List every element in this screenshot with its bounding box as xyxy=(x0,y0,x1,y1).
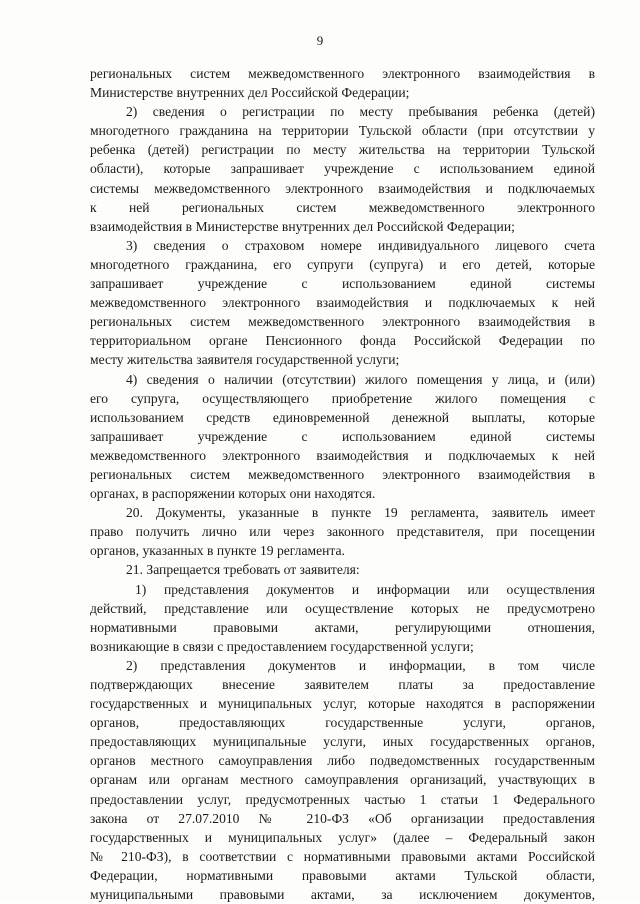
text-line: органах, в распоряжении которых они находятся. xyxy=(90,486,376,502)
text-line: 2) сведения о регистрации по месту пребывания ребенка (детей) xyxy=(126,104,595,120)
text-line: взаимодействия в Министерстве внутренних дел Российской Федерации; xyxy=(90,218,515,234)
text-line: действий, представление или осуществление которых не предусмотрено xyxy=(90,600,595,616)
text-line: 21. Запрещается требовать от заявителя: xyxy=(126,562,360,578)
text-line: возникающие в связи с предоставлением государственной услуги; xyxy=(90,638,474,654)
text-line: запрашивает учреждение с использованием единой системы xyxy=(90,428,595,444)
text-line: Министерстве внутренних дел Российской Федерации; xyxy=(90,85,410,101)
text-line: закона от 27.07.2010 № 210-ФЗ «Об организации предоставления xyxy=(90,810,595,826)
text-line: региональных систем межведомственного электронного взаимодействия в xyxy=(90,466,595,482)
text-line: предоставляющих муниципальные услуги, иных государственных органов, xyxy=(90,734,595,750)
text-line: органам или органам местного самоуправления организаций, участвующих в xyxy=(90,772,595,788)
text-line: запрашивает учреждение с использованием единой системы xyxy=(90,276,595,292)
text-line: Федерации, нормативными правовыми актами Тульской области, xyxy=(90,867,595,883)
text-line: государственных и муниципальных услуг» (далее – Федеральный закон xyxy=(90,829,595,845)
text-line: межведомственного электронного взаимодействия и подключаемых к ней xyxy=(90,447,595,463)
text-line: использованием средств единовременной денежной выплаты, которые xyxy=(90,409,595,425)
text-line: № 210-ФЗ), в соответствии с нормативными правовыми актами Российской xyxy=(90,848,595,864)
text-line: 1) представления документов и информации или осуществления xyxy=(135,581,595,597)
text-line: региональных систем межведомственного электронного взаимодействия в xyxy=(90,314,595,330)
document-body xyxy=(90,64,595,904)
text-line: межведомственного электронного взаимодействия и подключаемых к ней xyxy=(90,295,595,311)
text-line: территориальном органе Пенсионного фонда Российской Федерации по xyxy=(90,333,595,349)
text-line: области), которые запрашивает учреждение с использованием единой xyxy=(90,161,595,177)
text-line: его супруга, осуществляющего приобретение жилого помещения с xyxy=(90,390,595,406)
text-line: системы межведомственного электронного взаимодействия и подключаемых xyxy=(90,180,595,196)
text-line: многодетного гражданина на территории Тульской области (при отсутствии у xyxy=(90,123,595,139)
text-line: муниципальными правовыми актами, за исключением документов, xyxy=(90,887,595,903)
text-line: ребенка (детей) регистрации по месту жительства на территории Тульской xyxy=(90,142,595,158)
text-line: региональных систем межведомственного электронного взаимодействия в xyxy=(90,66,595,81)
text-line: месту жительства заявителя государственной услуги; xyxy=(90,352,400,368)
page-number: 9 xyxy=(316,33,324,48)
text-line: 3) сведения о страховом номере индивидуального лицевого счета xyxy=(126,237,595,253)
text-line: 2) представления документов и информации, в том числе xyxy=(126,657,595,673)
text-line: многодетного гражданина, его супруги (супруга) и его детей, которые xyxy=(90,256,595,272)
text-line: органов, указанных в пункте 19 регламента. xyxy=(90,543,345,559)
text-line: 4) сведения о наличии (отсутствии) жилого помещения у лица, и (или) xyxy=(126,371,595,387)
text-line: к ней региональных систем межведомственного электронного xyxy=(90,199,595,215)
text-line: право получить лично или через законного представителя, при посещении xyxy=(90,524,595,540)
text-line: государственных и муниципальных услуг, которые находятся в распоряжении xyxy=(90,696,595,712)
text-line: подтверждающих внесение заявителем платы за предоставление xyxy=(90,677,595,692)
text-line: органов местного самоуправления либо подведомственных государственным xyxy=(90,753,595,769)
text-line: предоставлении услуг, предусмотренных частью 1 статьи 1 Федерального xyxy=(90,791,595,807)
text-line: 20. Документы, указанные в пункте 19 регламента, заявитель имеет xyxy=(126,505,595,521)
text-line: нормативными правовыми актами, регулирующими отношения, xyxy=(90,619,595,635)
text-line: органов, предоставляющих государственные услуги, органов, xyxy=(90,715,595,731)
